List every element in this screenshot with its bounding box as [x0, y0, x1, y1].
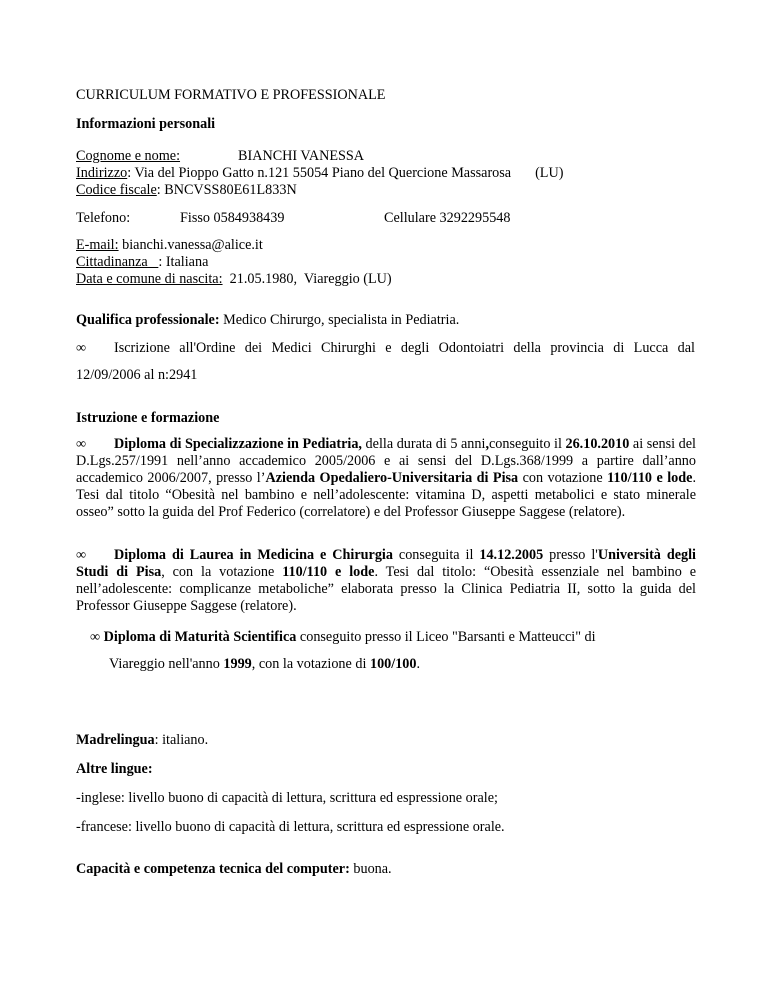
mother-tongue-label: Madrelingua	[76, 732, 155, 748]
email-label: E-mail:	[76, 237, 119, 253]
computer-skills-label: Capacità e competenza tecnica del computer:	[76, 861, 350, 877]
phone-mobile: Cellulare 3292295548	[384, 210, 511, 226]
mother-tongue-value: : italiano.	[154, 732, 209, 748]
birth-value: 21.05.1980, Viareggio (LU)	[222, 271, 392, 287]
email-line	[76, 237, 696, 254]
degree-institution: Università degli Studi di Pisa	[76, 547, 696, 580]
citizenship-line	[76, 254, 696, 271]
maturity-line-2: Viareggio nell'anno 1999, con la votazione di 100/100.	[109, 656, 421, 672]
mother-tongue-line	[76, 732, 696, 749]
qualification-label: Qualifica professionale:	[76, 312, 220, 328]
infinity-bullet-icon: ∞	[76, 436, 87, 452]
name-line	[76, 148, 696, 165]
maturity-line-1: ∞ Diploma di Maturità Scientifica conseguito presso il Liceo "Barsanti e Matteucci" di	[90, 629, 596, 645]
address-province: (LU)	[535, 165, 564, 181]
phone-label: Telefono:	[76, 210, 131, 226]
other-languages-heading: Altre lingue:	[76, 761, 153, 777]
degree-grade: 110/110 e lode	[282, 564, 375, 580]
specialization-institution: Azienda Opedaliero-Universitaria di Pisa	[265, 470, 519, 486]
phone-line	[76, 210, 696, 227]
specialization-grade: 110/110 e lode	[607, 470, 693, 486]
degree-title: Diploma di Laurea in Medicina e Chirurgia	[114, 547, 393, 563]
tax-code-label: Codice fiscale	[76, 182, 157, 198]
address-line	[76, 165, 696, 182]
registration-text: Iscrizione all'Ordine dei Medici Chirurghi e degli Odontoiatri della provincia di Lucca dal	[114, 340, 695, 356]
education-heading: Istruzione e formazione	[76, 410, 220, 426]
qualification-value: Medico Chirurgo, specialista in Pediatria.	[219, 312, 460, 328]
maturity-title: Diploma di Maturità Scientifica	[103, 629, 297, 645]
personal-info-heading: Informazioni personali	[76, 116, 216, 132]
computer-skills-line	[76, 861, 696, 878]
address-label: Indirizzo	[76, 165, 128, 181]
birth-line	[76, 271, 696, 288]
document-title: CURRICULUM FORMATIVO E PROFESSIONALE	[76, 87, 386, 103]
specialization-paragraph: ∞ Diploma di Specializzazione in Pediatria, della durata di 5 anni,conseguito il 26.10.2010 ai sensi del D.Lgs.257/1991 nell’anno accademico 2005/2006 e ai sensi del D.Lgs.368/1999 a partire dall’anno accademico 2006/2007, presso l’Azienda Opedaliero-Universitaria di Pisa con votazione 110/110 e lode. Tesi dal titolo “Obesità nel bambino e nell’adolescente: vitamina D, aspetti metabolici e stato minerale osseo” sotto la guida del Prof Federico (correlatore) e del Professor Giuseppe Saggese (relatore).	[76, 436, 696, 520]
infinity-bullet-icon: ∞	[90, 629, 101, 645]
citizenship-label: Cittadinanza	[76, 254, 159, 270]
english-line: -inglese: livello buono di capacità di lettura, scrittura ed espressione orale;	[76, 790, 498, 806]
address-value: : Via del Pioppo Gatto n.121 55054 Piano del Quercione Massarosa	[127, 165, 512, 181]
email-value: bianchi.vanessa@alice.it	[118, 237, 263, 253]
specialization-date: 26.10.2010	[565, 436, 630, 452]
registration-line	[76, 340, 695, 357]
computer-skills-value: buona.	[349, 861, 392, 877]
name-value: BIANCHI VANESSA	[238, 148, 365, 164]
degree-paragraph: ∞ Diploma di Laurea in Medicina e Chirurgia conseguita il 14.12.2005 presso l'Università degli Studi di Pisa, con la votazione 110/110 e lode. Tesi dal titolo: “Obesità essenziale nel bambino e nell’adolescente: complicanze metaboliche” elaborata presso la Clinica Pediatria II, sotto la guida del Professor Giuseppe Saggese (relatore).	[76, 547, 696, 614]
french-line: -francese: livello buono di capacità di lettura, scrittura ed espressione orale.	[76, 819, 505, 835]
phone-fixed: Fisso 0584938439	[180, 210, 285, 226]
degree-date: 14.12.2005	[479, 547, 544, 563]
birth-label: Data e comune di nascita:	[76, 271, 223, 287]
tax-code-value: : BNCVSS80E61L833N	[156, 182, 297, 198]
registration-line-2: 12/09/2006 al n:2941	[76, 367, 198, 383]
citizenship-value: : Italiana	[158, 254, 209, 270]
tax-code-line	[76, 182, 696, 199]
maturity-grade: 100/100	[369, 656, 417, 672]
name-label: Cognome e nome:	[76, 148, 181, 164]
maturity-year: 1999	[223, 656, 252, 672]
qualification-line	[76, 312, 696, 329]
infinity-bullet-icon: ∞	[76, 547, 87, 563]
infinity-bullet-icon: ∞	[76, 340, 87, 356]
specialization-title: Diploma di Specializzazione in Pediatria,	[114, 436, 362, 452]
